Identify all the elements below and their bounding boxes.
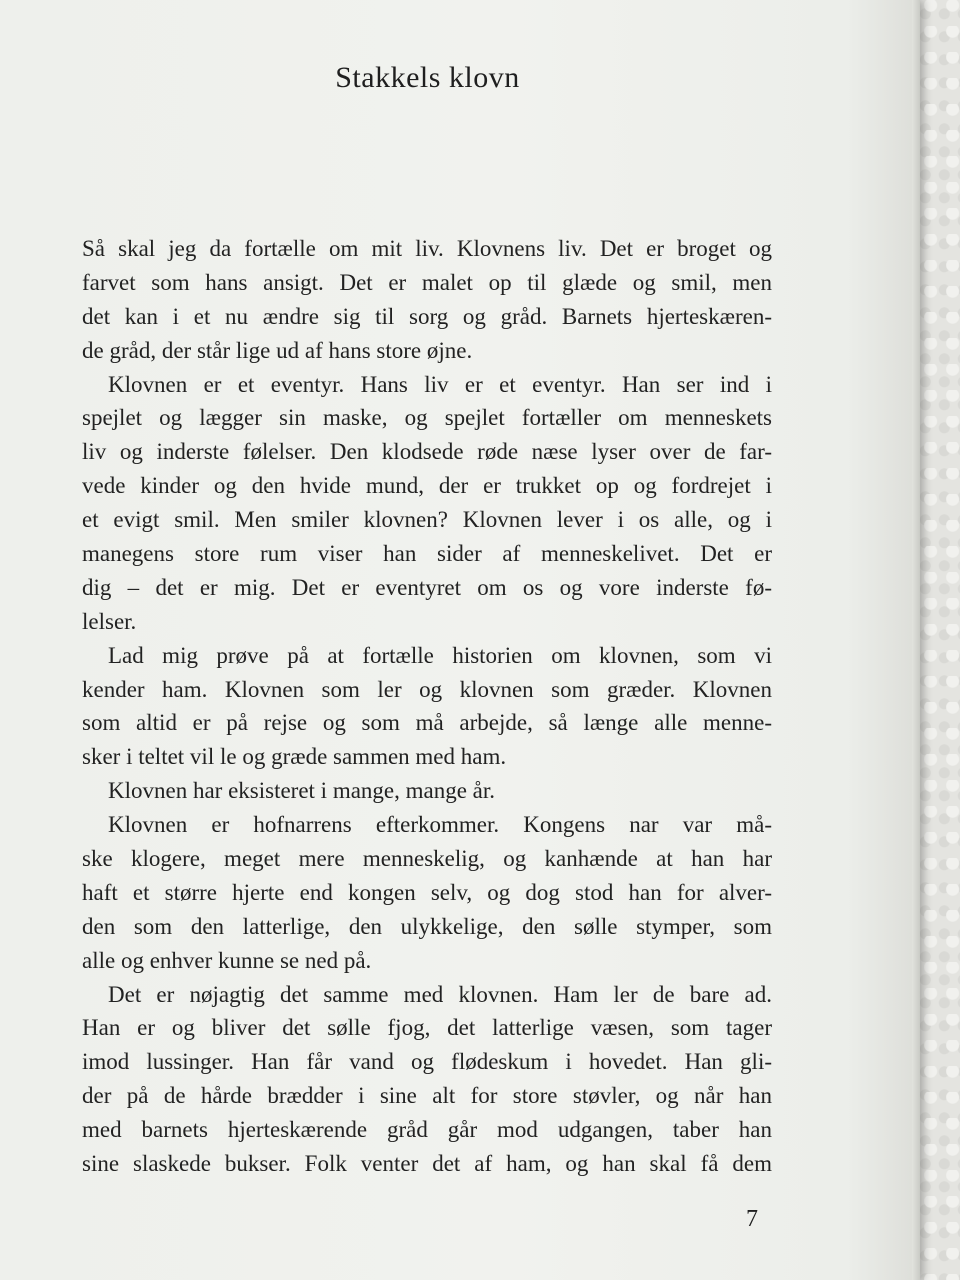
page-edge bbox=[912, 0, 920, 1280]
text-line: spejlet og lægger sin maske, og spejlet fortæller om menneskets bbox=[82, 405, 772, 431]
page-number: 7 bbox=[746, 1206, 758, 1232]
paragraph bbox=[82, 639, 772, 775]
text-line: med barnets hjerteskærende gråd går mod udgangen, taber han bbox=[82, 1117, 772, 1143]
paragraph bbox=[82, 978, 772, 1181]
text-line: farvet som hans ansigt. Det er malet op til glæde og smil, men bbox=[82, 269, 772, 295]
text-line: Så skal jeg da fortælle om mit liv. Klovnens liv. Det er broget og bbox=[82, 236, 772, 261]
body-text bbox=[82, 232, 772, 1181]
text-line: Klovnen er hofnarrens efterkommer. Kongens nar var må- bbox=[108, 812, 772, 838]
text-line: Klovnen er et eventyr. Hans liv er et eventyr. Han ser ind i bbox=[108, 371, 772, 397]
text-line: som altid er på rejse og som må arbejde, så længe alle menne- bbox=[82, 710, 772, 736]
text-line: ske klogere, meget mere menneskelig, og kanhænde at han har bbox=[82, 846, 772, 872]
paragraph bbox=[82, 808, 772, 977]
text-line: Lad mig prøve på at fortælle historien om klovnen, som vi bbox=[108, 642, 772, 668]
text-line: et evigt smil. Men smiler klovnen? Klovnen lever i os alle, og i bbox=[82, 507, 772, 533]
text-line: liv og inderste følelser. Den klodsede røde næse lyser over de far- bbox=[82, 439, 772, 465]
paragraph bbox=[82, 774, 772, 808]
text-line: der på de hårde brædder i sine alt for store støvler, og når han bbox=[82, 1083, 772, 1109]
paragraph bbox=[82, 232, 772, 368]
text-line: imod lussinger. Han får vand og flødeskum i hovedet. Han gli- bbox=[82, 1049, 772, 1075]
text-line: den som den latterlige, den ulykkelige, den sølle stymper, som bbox=[82, 913, 772, 939]
text-line: manegens store rum viser han sider af menneskelivet. Det er bbox=[82, 541, 772, 567]
text-line: kender ham. Klovnen som ler og klovnen som græder. Klovnen bbox=[82, 676, 772, 702]
paragraph bbox=[82, 368, 772, 639]
text-line: de gråd, der står lige ud af hans store øjne. bbox=[82, 337, 473, 363]
text-line: Klovnen har eksisteret i mange, mange år. bbox=[108, 778, 496, 804]
text-line: haft et større hjerte end kongen selv, og dog stod han for alver- bbox=[82, 879, 772, 905]
text-line: lelser. bbox=[82, 608, 137, 634]
text-line: vede kinder og den hvide mund, der er trukket op og fordrejet i bbox=[82, 473, 772, 499]
text-line: dig – det er mig. Det er eventyret om os og vore inderste fø- bbox=[82, 574, 772, 600]
text-line: alle og enhver kunne se ned på. bbox=[82, 947, 372, 973]
text-line: Det er nøjagtig det samme med klovnen. Ham ler de bare ad. bbox=[108, 981, 772, 1007]
text-line: Han er og bliver det sølle fjog, det latterlige væsen, som tager bbox=[82, 1015, 772, 1041]
text-line: sker i teltet vil le og græde sammen med ham. bbox=[82, 744, 507, 770]
chapter-title: Stakkels klovn bbox=[335, 61, 520, 94]
text-line: det kan i et nu ændre sig til sorg og gråd. Barnets hjerteskæren- bbox=[82, 303, 772, 329]
text-line: sine slaskede bukser. Folk venter det af ham, og han skal få dem bbox=[82, 1151, 772, 1177]
